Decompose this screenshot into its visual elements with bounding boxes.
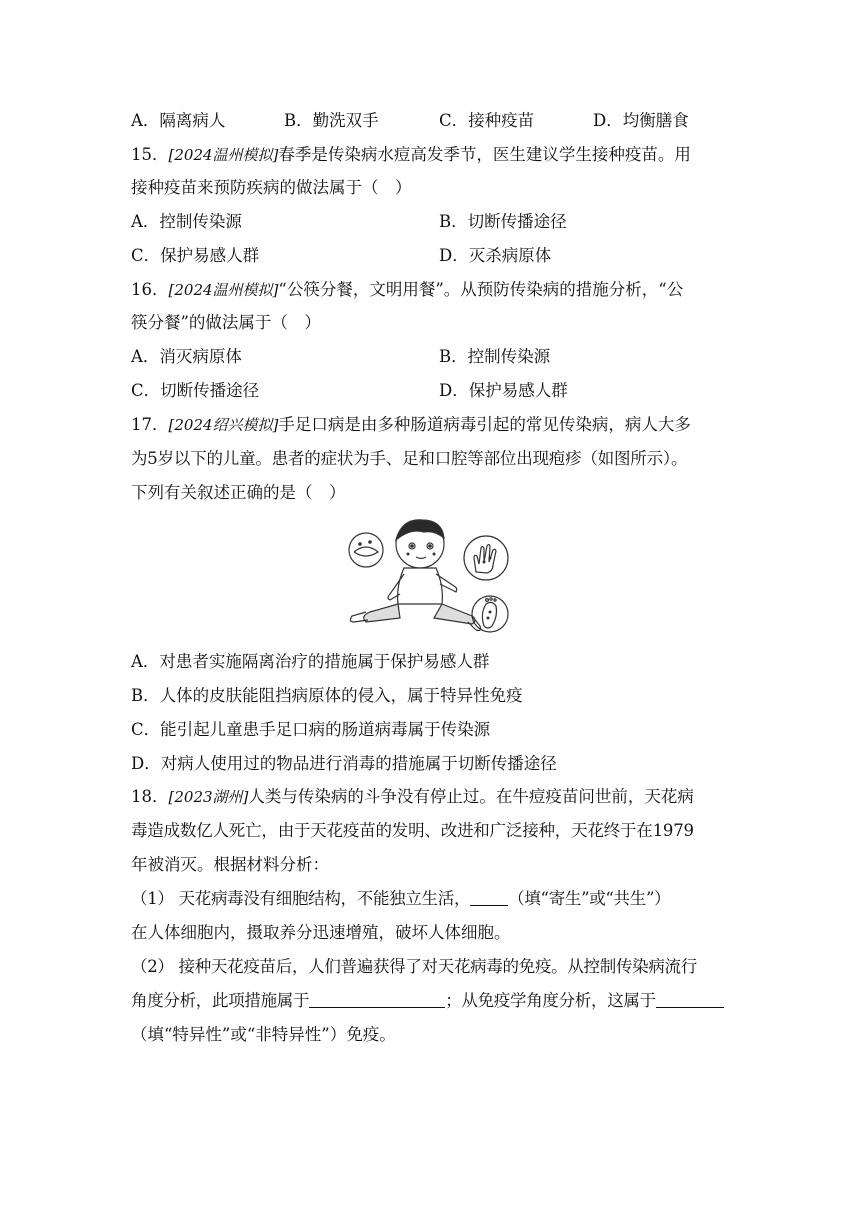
q16-text-1: “公筷分餐，文明用餐”。从预防传染病的措施分析，“公 (278, 280, 684, 299)
q18-part2-line3: （填“特异性”或“非特异性”）免疫。 (131, 1025, 396, 1044)
q16-number: 16． (131, 280, 169, 299)
q18-part2-text-b: 角度分析，此项措施属于 (131, 991, 310, 1010)
q16-option-b[interactable]: B．控制传染源 (439, 347, 551, 366)
q17-option-b[interactable]: B．人体的皮肤能阻挡病原体的侵入，属于特异性免疫 (131, 686, 523, 705)
q18-stem-line1 (131, 786, 741, 808)
q18-part1-answer-blank[interactable] (470, 889, 508, 906)
q18-text-1: 人类与传染病的斗争没有停止过。在牛痘疫苗问世前，天花病 (248, 787, 694, 806)
q17-text-1: 手足口病是由多种肠道病毒引起的常见传染病，病人大多 (278, 415, 691, 434)
q16-option-d[interactable]: D．保护易感人群 (439, 381, 568, 400)
q16-option-a[interactable]: A．消灭病原体 (131, 347, 242, 366)
q17-source: [2024绍兴模拟] (168, 416, 279, 434)
q17-stem-line3: 下列有关叙述正确的是（ ） (131, 483, 346, 502)
q17-stem-line2: 为5岁以下的儿童。患者的症状为手、足和口腔等部位出现疱疹（如图所示）。 (131, 449, 688, 468)
q14-option-c[interactable]: C．接种疫苗 (439, 111, 535, 130)
q17-option-c[interactable]: C．能引起儿童患手足口病的肠道病毒属于传染源 (131, 720, 491, 739)
q15-option-c[interactable]: C．保护易感人群 (131, 246, 260, 265)
q15-number: 15． (131, 145, 169, 164)
q15-option-a[interactable]: A．控制传染源 (131, 212, 242, 231)
q18-source: [2023湖州] (168, 788, 249, 806)
foot-bubble-icon (472, 596, 508, 632)
q18-part2-text-c: ；从免疫学角度分析，这属于 (445, 991, 656, 1010)
q15-text-1: 春季是传染病水痘高发季节，医生建议学生接种疫苗。用 (278, 145, 691, 164)
q17-option-d[interactable]: D．对病人使用过的物品进行消毒的措施属于切断传播途径 (131, 754, 557, 773)
q18-stem-line3: 年被消灭。根据材料分析： (131, 855, 329, 874)
q16-stem-line1 (131, 279, 741, 301)
q15-stem-line1 (131, 144, 741, 166)
q17-number: 17． (131, 415, 169, 434)
q15-stem-line2: 接种疫苗来预防疾病的做法属于（ ） (131, 178, 412, 197)
q16-source: [2024温州模拟] (168, 281, 279, 299)
q16-stem-line2: 筷分餐”的做法属于（ ） (131, 313, 321, 332)
hand-foot-mouth-illustration (344, 514, 514, 640)
q14-option-d[interactable]: D．均衡膳食 (593, 111, 689, 130)
q16-option-c[interactable]: C．切断传播途径 (131, 381, 260, 400)
q18-part2-line1: （2） 接种天花疫苗后，人们普遍获得了对天花病毒的免疫。从控制传染病流行 (131, 957, 697, 976)
mouth-bubble-icon (349, 533, 383, 567)
q17-option-a[interactable]: A．对患者实施隔离治疗的措施属于保护易感人群 (131, 652, 490, 671)
q17-stem-line1 (131, 414, 741, 436)
q18-part1-line2: 在人体细胞内，摄取养分迅速增殖，破坏人体细胞。 (131, 923, 511, 942)
q18-part2-answer-blank-1[interactable] (309, 991, 445, 1008)
q18-part2-line2 (131, 990, 741, 1012)
q18-part1-text-a: （1） 天花病毒没有细胞结构，不能独立生活， (131, 889, 471, 908)
q14-option-b[interactable]: B．勤洗双手 (284, 111, 379, 130)
q14-option-a[interactable]: A．隔离病人 (131, 111, 226, 130)
q15-option-d[interactable]: D．灭杀病原体 (439, 246, 552, 265)
q18-stem-line2: 毒造成数亿人死亡，由于天花疫苗的发明、改进和广泛接种，天花终于在1979 (131, 821, 694, 840)
q18-part1-text-b: （填“寄生”或“共生”） (508, 889, 671, 908)
q15-option-b[interactable]: B．切断传播途径 (439, 212, 567, 231)
q18-number: 18． (131, 787, 169, 806)
q15-source: [2024温州模拟] (168, 146, 279, 164)
q18-part2-answer-blank-2[interactable] (656, 991, 724, 1008)
q18-part1-line1 (131, 888, 741, 910)
